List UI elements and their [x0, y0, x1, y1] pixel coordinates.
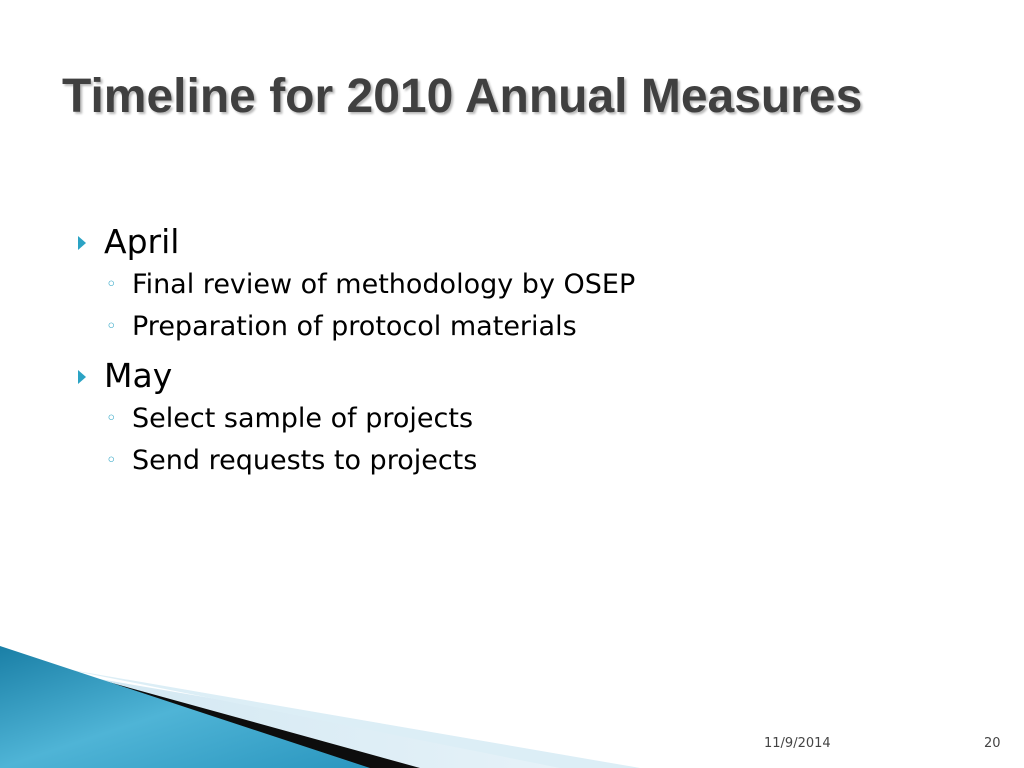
bullet-heading-april: April [104, 222, 180, 261]
bullet-list [70, 214, 970, 482]
page-number: 20 [984, 736, 1001, 751]
bullet-may [70, 354, 970, 398]
bullet-april [70, 220, 970, 264]
bullet-heading-may: May [104, 356, 173, 395]
circle-bullet-icon: ◦ [106, 316, 117, 337]
circle-bullet-icon: ◦ [106, 450, 117, 471]
triangle-bullet-icon [78, 370, 86, 384]
decorative-band [0, 640, 1024, 768]
sub-bullet-item [70, 440, 970, 482]
slide-title: Timeline for 2010 Annual Measures [62, 70, 863, 123]
blue-band-shape [0, 646, 370, 768]
triangle-bullet-icon [78, 236, 86, 250]
sub-bullet-text: Send requests to projects [132, 445, 478, 476]
circle-bullet-icon: ◦ [106, 408, 117, 429]
sub-bullet-text: Select sample of projects [132, 403, 474, 434]
footer-date: 11/9/2014 [764, 736, 831, 751]
sub-bullet-text: Preparation of protocol materials [132, 311, 577, 342]
sub-bullet-text: Final review of methodology by OSEP [132, 269, 636, 300]
sub-bullet-item [70, 264, 970, 306]
circle-bullet-icon: ◦ [106, 274, 117, 295]
sub-bullet-item [70, 398, 970, 440]
sub-bullet-item [70, 306, 970, 348]
